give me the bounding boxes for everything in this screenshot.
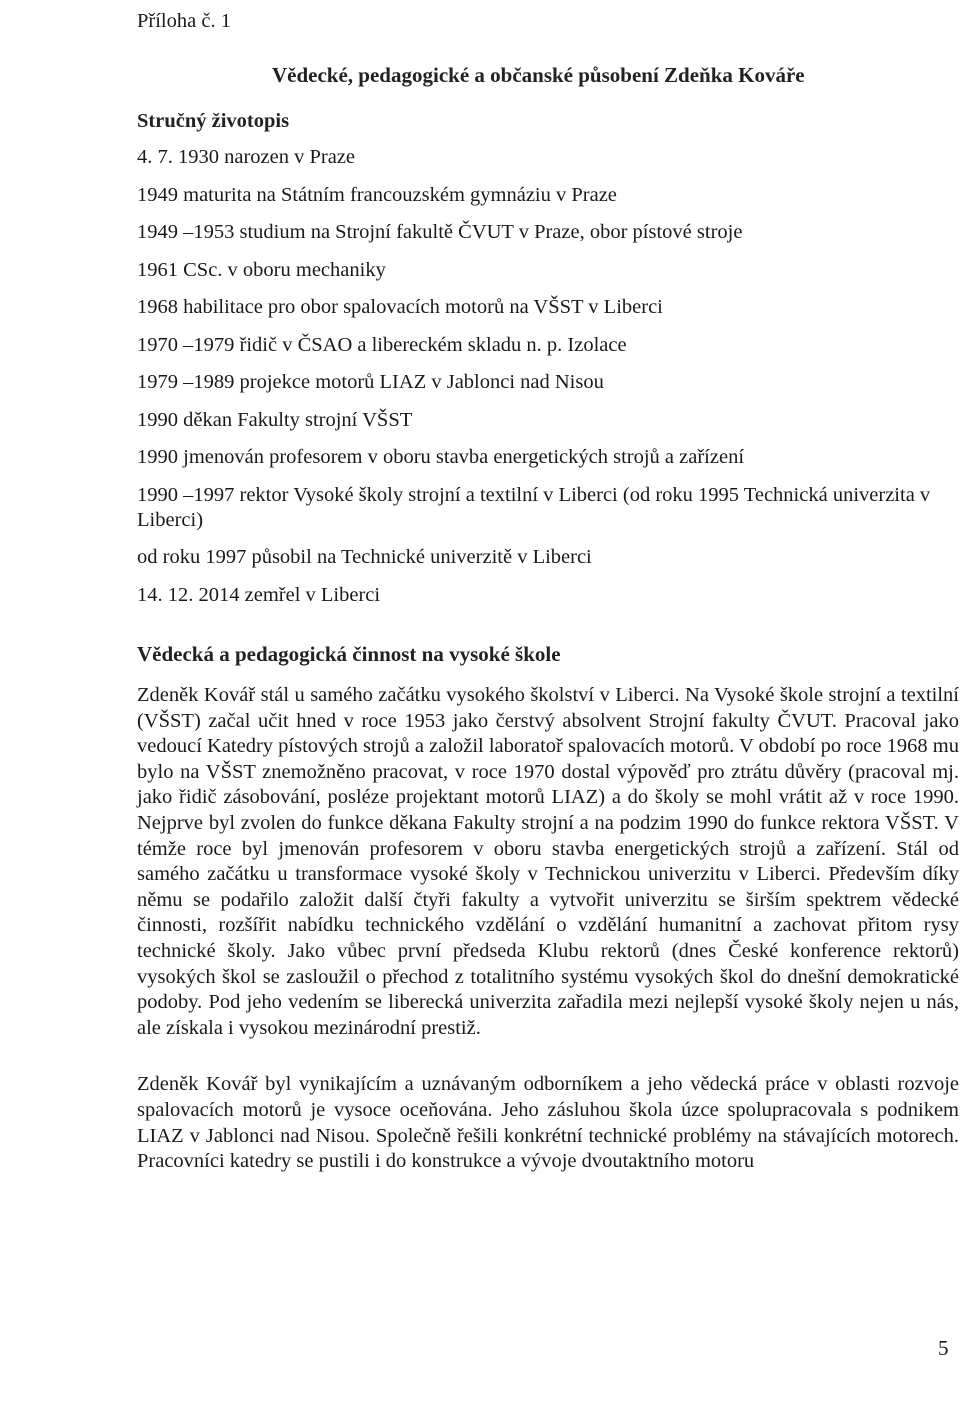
cv-heading: Stručný životopis: [137, 110, 290, 132]
document-title: Vědecké, pedagogické a občanské působení Zdeňka Kováře: [272, 63, 805, 87]
cv-item: 1990 –1997 rektor Vysoké školy strojní a textilní v Liberci (od roku 1995 Technická univerzita v Liberci): [137, 483, 931, 531]
cv-item: 1979 –1989 projekce motorů LIAZ v Jablonci nad Nisou: [137, 371, 604, 393]
paragraph: Zdeněk Kovář stál u samého začátku vysokého školství v Liberci. Na Vysoké škole strojní a textilní (VŠST) začal učit hned v roce 1953 jako čerstvý absolvent Strojní fakulty ČVUT. Pracoval jako vedoucí Katedry pístových strojů a založil laboratoř spalovacích motorů. V období po roce 1968 mu bylo na VŠST znemožněno pracovat, v roce 1970 dostal výpověď pro ztrátu důvěry (pracoval mj. jako řidič zásobování, posléze projektant motorů LIAZ) a do školy se mohl vrátit až v roce 1990. Nejprve byl zvolen do funkce děkana Fakulty strojní a na podzim 1990 do funkce rektora VŠST. V témže roce byl jmenován profesorem v oboru stavba energetických strojů a zařízení. Stál od samého začátku u transformace vysoké školy v Technickou univerzitu v Liberci. Především díky němu se podařilo založit další čtyři fakulty a vytvořit univerzitu se širším spektrem vědecké činnosti, rozšířit nabídku technického vzdělání o vzdělání humanitní a zachovat přitom rysy technické školy. Jako vůbec první předseda Klubu rektorů (dnes České konference rektorů) vysokých škol se zasloužil o přechod z totalitního systému vysokých škol do dnešní demokratické podoby. Pod jeho vedením se liberecká univerzita zařadila mezi nejlepší vysoké školy nejen u nás, ale získala i vysokou mezinárodní prestiž.: [137, 684, 959, 1039]
page-number: 5: [938, 1336, 949, 1360]
cv-item: 1961 CSc. v oboru mechaniky: [137, 258, 386, 281]
cv-item: 1990 děkan Fakulty strojní VŠST: [137, 408, 413, 431]
section-body: [137, 683, 959, 1206]
section-heading: Vědecká a pedagogická činnost na vysoké škole: [137, 642, 561, 666]
cv-item: 14. 12. 2014 zemřel v Liberci: [137, 583, 381, 606]
cv-item: od roku 1997 působil na Technické univerzitě v Liberci: [137, 546, 592, 568]
annex-label: Příloha č. 1: [137, 10, 231, 32]
cv-item: 1949 maturita na Státním francouzském gymnáziu v Praze: [137, 183, 617, 206]
cv-item: 1949 –1953 studium na Strojní fakultě ČVUT v Praze, obor pístové stroje: [137, 221, 743, 243]
cv-item: 4. 7. 1930 narozen v Praze: [137, 146, 356, 168]
cv-item: 1990 jmenován profesorem v oboru stavba energetických strojů a zařízení: [137, 446, 745, 468]
paragraph: Zdeněk Kovář byl vynikajícím a uznávaným odborníkem a jeho vědecká práce v oblasti rozvoje spalovacích motorů je vysoce oceňována. Jeho zásluhou škola úzce spolupracovala s podnikem LIAZ v Jablonci nad Nisou. Společně řešili konkrétní technické problémy na stávajících motorech. Pracovníci katedry se pustili i do konstrukce a vývoje dvoutaktního motoru: [137, 1073, 959, 1173]
cv-item: 1970 –1979 řidič v ČSAO a libereckém skladu n. p. Izolace: [137, 333, 627, 356]
cv-item: 1968 habilitace pro obor spalovacích motorů na VŠST v Liberci: [137, 296, 663, 318]
cv-list: [137, 145, 959, 620]
